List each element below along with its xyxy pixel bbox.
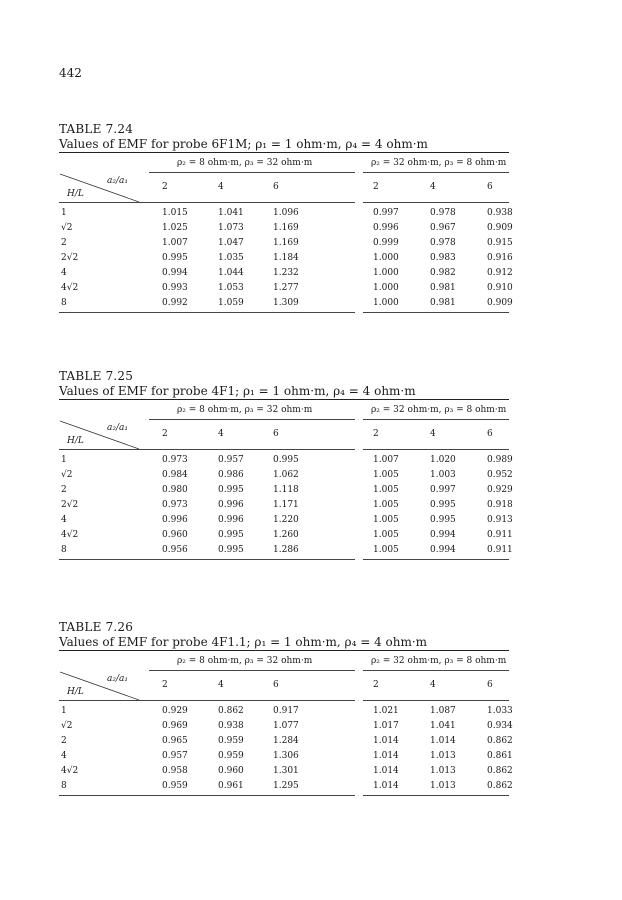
table-cell: 1.014: [373, 751, 399, 761]
table-cell: 1.073: [218, 223, 244, 233]
column-header: 6: [273, 182, 279, 192]
column-header: 2: [162, 680, 168, 690]
table-cell: 0.997: [430, 485, 456, 495]
bottom-rules: [59, 311, 509, 313]
bottom-rule-left: [59, 795, 355, 796]
table-label: TABLE 7.26: [59, 620, 134, 634]
table-cell: 0.959: [162, 781, 188, 791]
column-header: 6: [273, 429, 279, 439]
table-cell: 1.013: [430, 766, 456, 776]
table-cell: 1.017: [373, 721, 399, 731]
table-cell: 1.295: [273, 781, 299, 791]
table-row: [59, 749, 513, 764]
data-table: [59, 400, 513, 560]
table-cell: 1.277: [273, 283, 299, 293]
group-header-left: ρ₂ = 8 ohm·m, ρ₃ = 32 ohm·m: [177, 656, 313, 666]
table-cell: 1.014: [373, 766, 399, 776]
table-cell: 0.960: [218, 766, 244, 776]
table-cell: 1.306: [273, 751, 299, 761]
table-row: [59, 251, 513, 266]
table-cell: 1.309: [273, 298, 299, 308]
table-cell: 1.284: [273, 736, 299, 746]
row-hl-value: 2√2: [61, 253, 79, 263]
corner-cell: [59, 671, 141, 701]
table-cell: 1.301: [273, 766, 299, 776]
group-header-right: ρ₂ = 32 ohm·m, ρ₃ = 8 ohm·m: [371, 405, 507, 415]
group-header-row: [59, 400, 509, 420]
table-row: [59, 483, 513, 498]
group-header-left: ρ₂ = 8 ohm·m, ρ₃ = 32 ohm·m: [177, 158, 313, 168]
bottom-rules: [59, 558, 509, 560]
row-hl-value: 2: [61, 485, 67, 495]
row-hl-value: 8: [61, 298, 67, 308]
table-cell: 1.000: [373, 268, 399, 278]
table-cell: 0.984: [162, 470, 188, 480]
table-row: [59, 468, 513, 483]
table-cell: 1.286: [273, 545, 299, 555]
table-row: [59, 719, 513, 734]
table-cell: 1.000: [373, 253, 399, 263]
table-cell: 1.044: [218, 268, 244, 278]
table-cell: 0.995: [218, 530, 244, 540]
table-cell: 1.171: [273, 500, 299, 510]
table-block: [59, 620, 513, 796]
table-cell: 0.995: [273, 455, 299, 465]
table-row: [59, 764, 513, 779]
column-header: 4: [430, 429, 436, 439]
table-cell: 1.220: [273, 515, 299, 525]
table-cell: 0.996: [373, 223, 399, 233]
table-cell: 1.020: [430, 455, 456, 465]
column-header: 4: [218, 429, 224, 439]
table-row: [59, 704, 513, 719]
table-row: [59, 281, 513, 296]
table-cell: 0.978: [430, 238, 456, 248]
row-hl-value: √2: [61, 721, 73, 731]
corner-cell: [59, 173, 141, 203]
column-header-row: [59, 671, 509, 701]
table-cell: 1.015: [162, 208, 188, 218]
table-cell: 1.260: [273, 530, 299, 540]
table-cell: 0.916: [487, 253, 513, 263]
row-hl-value: 8: [61, 781, 67, 791]
table-cell: 0.938: [218, 721, 244, 731]
row-hl-value: 1: [61, 706, 67, 716]
corner-top-label: a₂/a₁: [107, 674, 128, 684]
table-cell: 1.025: [162, 223, 188, 233]
table-cell: 1.005: [373, 500, 399, 510]
table-cell: 0.995: [218, 485, 244, 495]
table-cell: 0.996: [218, 515, 244, 525]
table-cell: 0.960: [162, 530, 188, 540]
bottom-rule-right: [363, 312, 509, 313]
table-cell: 0.995: [162, 253, 188, 263]
corner-top-label: a₂/a₁: [107, 176, 128, 186]
column-header-row: [59, 420, 509, 450]
table-row: [59, 513, 513, 528]
bottom-rule-left: [59, 312, 355, 313]
table-body: [59, 701, 513, 794]
table-cell: 0.952: [487, 470, 513, 480]
column-header: 4: [430, 680, 436, 690]
header-rule-left: [59, 700, 355, 701]
table-cell: 0.967: [430, 223, 456, 233]
table-cell: 1.062: [273, 470, 299, 480]
table-cell: 0.997: [373, 208, 399, 218]
table-cell: 1.033: [487, 706, 513, 716]
row-hl-value: 4√2: [61, 766, 79, 776]
header-rule-right: [363, 449, 509, 450]
table-cell: 0.938: [487, 208, 513, 218]
column-header-row: [59, 173, 509, 203]
table-cell: 0.862: [487, 766, 513, 776]
table-cell: 0.959: [218, 751, 244, 761]
table-cell: 0.994: [430, 530, 456, 540]
table-cell: 1.005: [373, 470, 399, 480]
table-cell: 1.014: [373, 781, 399, 791]
table-cell: 1.232: [273, 268, 299, 278]
table-cell: 1.118: [273, 485, 299, 495]
table-cell: 0.992: [162, 298, 188, 308]
row-hl-value: √2: [61, 223, 73, 233]
table-cell: 1.005: [373, 515, 399, 525]
table-cell: 0.959: [218, 736, 244, 746]
table-row: [59, 453, 513, 468]
table-cell: 1.059: [218, 298, 244, 308]
table-cell: 1.047: [218, 238, 244, 248]
row-hl-value: 2√2: [61, 500, 79, 510]
column-header: 6: [487, 182, 493, 192]
table-cell: 0.994: [430, 545, 456, 555]
table-body: [59, 203, 513, 311]
table-row: [59, 498, 513, 513]
column-header: 4: [218, 182, 224, 192]
table-block: [59, 369, 513, 560]
data-table: [59, 651, 513, 796]
corner-cell: [59, 420, 141, 450]
corner-bottom-label: H/L: [67, 436, 84, 446]
table-cell: 1.005: [373, 485, 399, 495]
table-cell: 0.958: [162, 766, 188, 776]
table-cell: 1.014: [373, 736, 399, 746]
row-hl-value: 1: [61, 455, 67, 465]
table-cell: 1.000: [373, 283, 399, 293]
table-cell: 0.983: [430, 253, 456, 263]
bottom-rules: [59, 794, 509, 796]
row-hl-value: √2: [61, 470, 73, 480]
column-header: 4: [218, 680, 224, 690]
column-header: 6: [273, 680, 279, 690]
table-cell: 1.077: [273, 721, 299, 731]
table-label: TABLE 7.24: [59, 122, 134, 136]
table-row: [59, 221, 513, 236]
row-hl-value: 4: [61, 268, 67, 278]
table-row: [59, 206, 513, 221]
table-cell: 0.986: [218, 470, 244, 480]
row-hl-value: 1: [61, 208, 67, 218]
table-cell: 0.917: [273, 706, 299, 716]
group-header-row: [59, 651, 509, 671]
corner-bottom-label: H/L: [67, 189, 84, 199]
table-cell: 0.995: [218, 545, 244, 555]
table-row: [59, 528, 513, 543]
table-cell: 0.911: [487, 530, 513, 540]
row-hl-value: 8: [61, 545, 67, 555]
row-hl-value: 2: [61, 736, 67, 746]
table-row: [59, 296, 513, 311]
table-cell: 0.973: [162, 455, 188, 465]
table-cell: 1.013: [430, 751, 456, 761]
column-header: 2: [373, 429, 379, 439]
table-cell: 0.909: [487, 223, 513, 233]
table-caption: Values of EMF for probe 4F1; ρ₁ = 1 ohm·m, ρ₄ = 4 ohm·m: [59, 384, 416, 398]
table-cell: 0.996: [162, 515, 188, 525]
table-block: [59, 122, 513, 313]
table-cell: 1.096: [273, 208, 299, 218]
column-header: 6: [487, 680, 493, 690]
table-cell: 1.005: [373, 545, 399, 555]
header-rule-left: [59, 202, 355, 203]
table-cell: 0.995: [430, 500, 456, 510]
group-header-right: ρ₂ = 32 ohm·m, ρ₃ = 8 ohm·m: [371, 656, 507, 666]
column-header: 2: [373, 680, 379, 690]
table-cell: 1.169: [273, 223, 299, 233]
group-header-right: ρ₂ = 32 ohm·m, ρ₃ = 8 ohm·m: [371, 158, 507, 168]
table-cell: 1.053: [218, 283, 244, 293]
row-hl-value: 4: [61, 515, 67, 525]
row-hl-value: 2: [61, 238, 67, 248]
table-cell: 1.000: [373, 298, 399, 308]
table-row: [59, 266, 513, 281]
table-cell: 1.007: [373, 455, 399, 465]
bottom-rule-right: [363, 795, 509, 796]
table-cell: 1.013: [430, 781, 456, 791]
data-table: [59, 153, 513, 313]
table-cell: 0.980: [162, 485, 188, 495]
table-cell: 1.184: [273, 253, 299, 263]
table-cell: 0.999: [373, 238, 399, 248]
group-header-row: [59, 153, 509, 173]
table-cell: 0.934: [487, 721, 513, 731]
table-cell: 0.973: [162, 500, 188, 510]
bottom-rule-left: [59, 559, 355, 560]
table-cell: 1.007: [162, 238, 188, 248]
table-cell: 1.041: [218, 208, 244, 218]
table-cell: 0.995: [430, 515, 456, 525]
table-cell: 1.005: [373, 530, 399, 540]
table-cell: 0.909: [487, 298, 513, 308]
header-rule-right: [363, 202, 509, 203]
table-cell: 0.862: [218, 706, 244, 716]
table-cell: 0.862: [487, 781, 513, 791]
table-cell: 0.912: [487, 268, 513, 278]
group-header-left: ρ₂ = 8 ohm·m, ρ₃ = 32 ohm·m: [177, 405, 313, 415]
table-cell: 1.169: [273, 238, 299, 248]
row-hl-value: 4: [61, 751, 67, 761]
table-cell: 1.087: [430, 706, 456, 716]
table-cell: 0.993: [162, 283, 188, 293]
table-cell: 0.918: [487, 500, 513, 510]
table-cell: 1.041: [430, 721, 456, 731]
table-cell: 0.911: [487, 545, 513, 555]
table-row: [59, 779, 513, 794]
table-cell: 0.965: [162, 736, 188, 746]
corner-bottom-label: H/L: [67, 687, 84, 697]
table-cell: 0.989: [487, 455, 513, 465]
table-cell: 0.861: [487, 751, 513, 761]
table-caption: Values of EMF for probe 6F1M; ρ₁ = 1 ohm·m, ρ₄ = 4 ohm·m: [59, 137, 428, 151]
corner-top-label: a₂/a₁: [107, 423, 128, 433]
table-cell: 0.929: [487, 485, 513, 495]
table-cell: 0.929: [162, 706, 188, 716]
table-cell: 0.957: [162, 751, 188, 761]
table-cell: 0.978: [430, 208, 456, 218]
table-cell: 0.981: [430, 283, 456, 293]
row-hl-value: 4√2: [61, 530, 79, 540]
table-cell: 0.957: [218, 455, 244, 465]
table-cell: 1.003: [430, 470, 456, 480]
table-cell: 0.915: [487, 238, 513, 248]
table-cell: 0.996: [218, 500, 244, 510]
row-hl-value: 4√2: [61, 283, 79, 293]
column-header: 2: [162, 429, 168, 439]
table-cell: 0.862: [487, 736, 513, 746]
table-cell: 0.981: [430, 298, 456, 308]
column-header: 4: [430, 182, 436, 192]
column-header: 2: [162, 182, 168, 192]
table-row: [59, 734, 513, 749]
table-label: TABLE 7.25: [59, 369, 134, 383]
table-cell: 1.035: [218, 253, 244, 263]
table-row: [59, 543, 513, 558]
table-cell: 0.961: [218, 781, 244, 791]
table-body: [59, 450, 513, 558]
table-cell: 0.969: [162, 721, 188, 731]
header-rule-right: [363, 700, 509, 701]
table-cell: 0.913: [487, 515, 513, 525]
header-rule-left: [59, 449, 355, 450]
table-row: [59, 236, 513, 251]
bottom-rule-right: [363, 559, 509, 560]
column-header: 2: [373, 182, 379, 192]
page-number: 442: [59, 66, 82, 80]
column-header: 6: [487, 429, 493, 439]
table-cell: 0.910: [487, 283, 513, 293]
table-caption: Values of EMF for probe 4F1.1; ρ₁ = 1 ohm·m, ρ₄ = 4 ohm·m: [59, 635, 428, 649]
table-cell: 1.021: [373, 706, 399, 716]
table-cell: 0.994: [162, 268, 188, 278]
table-cell: 0.982: [430, 268, 456, 278]
table-cell: 1.014: [430, 736, 456, 746]
table-cell: 0.956: [162, 545, 188, 555]
